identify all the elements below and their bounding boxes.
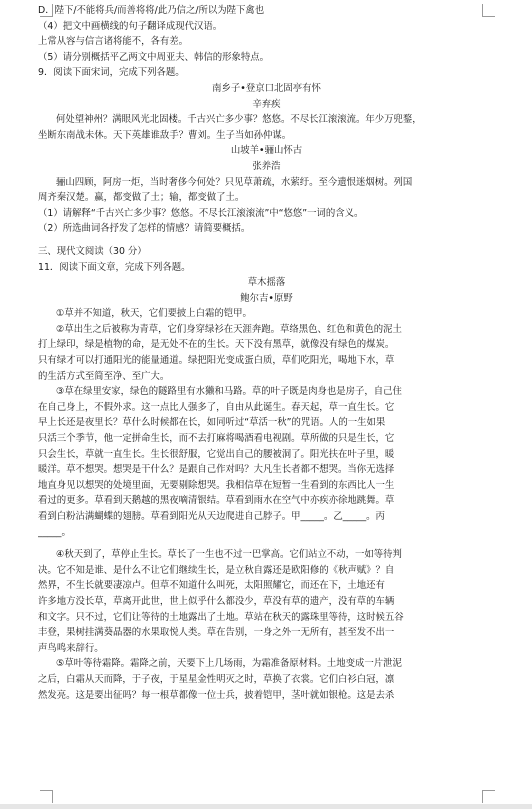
paragraph-4-line: 和文字。只不过，它们让等待的土地露出了土地。草站在秋天的露珠里等待，这时候五谷 bbox=[38, 611, 404, 623]
poem-1-line: 何处望神州？满眼风光北固楼。千古兴亡多少事？悠悠。不尽长江滚滚流。年少万兜鍪， bbox=[56, 114, 422, 126]
paragraph-3-line: 看过的更多。草看到天鹅越的黑夜嘀清银结。草看到雨水在空气中亦疾亦徐地跳舞。草 bbox=[38, 495, 395, 507]
article-author: 鲍尔吉•原野 bbox=[240, 292, 293, 304]
paragraph-4-line: 决。它不知是谁、是什么不让它们继续生长，是立秋自露还是欧阳修的《秋声赋》？自 bbox=[38, 564, 395, 576]
crop-mark-bottom-left bbox=[40, 790, 53, 803]
article-title: 草木摇落 bbox=[247, 277, 286, 289]
paragraph-3-line: 早上长还是夜里长？草什么时候都在长，如同听过“草活一秋”的咒语。人的一生如果 bbox=[38, 417, 386, 429]
paragraph-3-line: 暖洋。草不想哭。想哭是干什么？是跟自己作对吗？大凡生长者都不想哭。当你无选择 bbox=[38, 464, 395, 476]
poem-1-line: 坐断东南战未休。天下英雄谁敌手？曹刘。生子当如孙仲谋。 bbox=[38, 129, 292, 141]
bottom-scroll-strip bbox=[0, 804, 532, 809]
paragraph-5-line: 之后，白霜从天而降，于子夜，于星星金性明灭之时，草换了衣裳。它们白衫白冠，凛 bbox=[38, 673, 395, 685]
paragraph-2-line: ②草出生之后被称为青草，它们身穿绿衫在天涯奔跑。草络黑色、红色和黄色的泥土 bbox=[56, 323, 402, 335]
spacer bbox=[38, 237, 495, 244]
paragraph-2-line: 的生活方式至简至净、至广大。 bbox=[38, 370, 170, 382]
poem-2-title: 山坡羊•骊山怀古 bbox=[230, 145, 303, 157]
question-4: （4）把文中画横线的句子翻译成现代汉语。 bbox=[38, 20, 223, 32]
spacer bbox=[38, 540, 495, 547]
paragraph-3-line: 地直身见以想哭的处境里面，无要剔除想哭。我相信草在短暂一生看到的东西比人一生 bbox=[38, 479, 395, 491]
paragraph-1: ①草并不知道，秋天，它们要披上白霜的铠甲。 bbox=[56, 308, 252, 320]
question-9-heading: 9．阅读下面宋词，完成下列各题。 bbox=[38, 67, 185, 79]
paragraph-3-line: 在自己身上，不假外求。这一点比人强多了，自由从此诞生。春天起，草一直生长。它 bbox=[38, 401, 395, 413]
sub-question-2: （2）所选曲词各抒发了怎样的情感？请简要概括。 bbox=[38, 223, 251, 235]
paragraph-4-line: 许多地方没长草，草离开此世，世上似乎什么都没少，草没有草的遗产，没有草的车辆 bbox=[38, 595, 395, 607]
poem-2-line: 周齐秦汉楚。赢，都变做了土；输，都变做了土。 bbox=[38, 192, 245, 204]
paragraph-3-line: ③草在绿里安家，绿色的隧路里有水獭和马路。草的叶子既是肉身也是房子，自己住 bbox=[56, 386, 402, 398]
sentence-to-translate: 上常从容与信言诸将能不，各有差。 bbox=[38, 36, 189, 48]
section-3-heading: 三、现代文阅读（30 分） bbox=[38, 245, 147, 257]
paragraph-3-blank-line: _____。 bbox=[38, 526, 71, 538]
paragraph-2-line: 打上绿印，绿是植物的命，是无处不在的生长。天下没有黑草，就像没有绿色的煤炭。 bbox=[38, 339, 395, 351]
crop-mark-bottom-right bbox=[482, 790, 495, 803]
paragraph-4-line: 然界，不生长就要凄凉卢。但草不知道什么叫死，太阳照耀它，而还在下，土地还有 bbox=[38, 580, 385, 592]
document-body bbox=[38, 3, 495, 703]
paragraph-3-line: 看到白粉沾满蝴蝶的翅膀。草看到阳光从天边爬进自己脖子。甲_____。乙_____。丙 bbox=[38, 511, 385, 522]
paragraph-5-line: ⑤草叶等待霜降。霜降之前，天要下上几场雨，为霜准备原材料。土地变成一片泄泥 bbox=[56, 658, 402, 670]
paragraph-3-line: 只会生长，草就一直生长。生长很舒服，它觉出自己的腰被洞了。阳光扶在叶子里，暖 bbox=[38, 448, 395, 460]
poem-1-title: 南乡子•登京口北固亭有怀 bbox=[212, 82, 321, 94]
paragraph-4-line: 声鸟鸣来辞行。 bbox=[38, 642, 104, 654]
paragraph-3-line: 只活三个季节，他一定拼命生长，而不去打麻将喝酒看电视剧。草所做的只是生长，它 bbox=[38, 433, 395, 445]
poem-2-line: 骊山四顾，阿房一炬，当时奢侈今何处？只见草萧疏，水萦纡。至今遗恨迷烟树。列国 bbox=[56, 176, 413, 188]
paragraph-4-line: 丰登，果树挂满葵晶器的水果取悦人类。草在告别，一身之外一无所有，甚至发不出一 bbox=[38, 627, 395, 639]
paragraph-5-line: 然发亮。这是要出征吗？每一根草都像一位士兵，披着铠甲，茎叶就如银枪。这是去杀 bbox=[38, 689, 395, 701]
poem-1-author: 辛弃疾 bbox=[252, 98, 281, 110]
paragraph-2-line: 只有绿才可以打通阳光的能量通道。绿把阳光变成蛋白质，草们吃阳光，喝地下水，草 bbox=[38, 355, 395, 367]
option-d: D．陛下/不能将兵/而善将将/此乃信之/所以为陛下禽也 bbox=[38, 5, 265, 16]
poem-2-author: 张养浩 bbox=[252, 160, 281, 172]
sub-question-1: （1）请解释“千古兴亡多少事？悠悠。不尽长江滚滚流”中“悠悠”一词的含义。 bbox=[38, 207, 364, 219]
question-11-heading: 11．阅读下面文章，完成下列各题。 bbox=[38, 261, 191, 273]
paragraph-4-line: ④秋天到了，草停止生长。草长了一生也不过一巴掌高。它们站立不动，一如等待判 bbox=[56, 549, 402, 561]
question-5: （5）请分别概括平乙两文中周亚夫、韩信的形象特点。 bbox=[38, 51, 269, 63]
